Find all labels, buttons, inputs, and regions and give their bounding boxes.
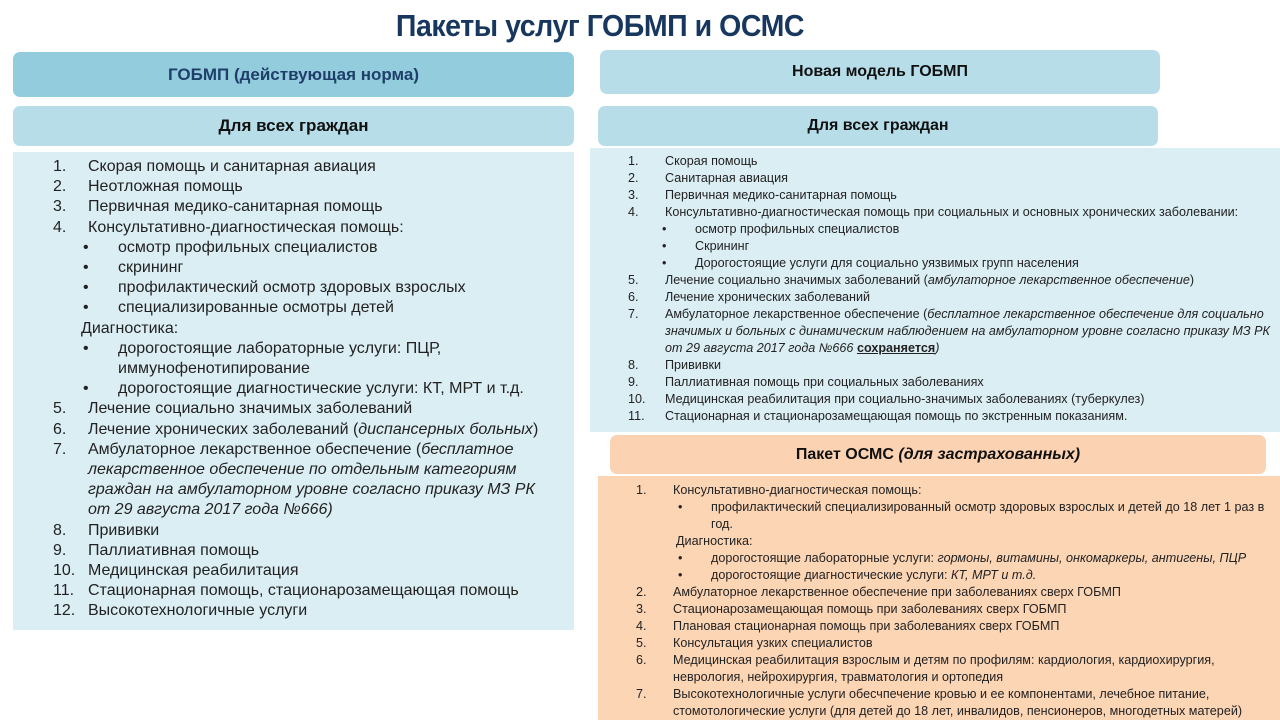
item-number: 3.	[628, 188, 639, 202]
item-text	[118, 238, 574, 258]
item-number: 4.	[628, 205, 639, 219]
list-subheading	[598, 533, 1280, 550]
item-note: бесплатное лекарственное обеспечение для социально значимых и больных с динамическим наблюдением на амбулаторном уровне согласно приказу МЗ РК от 29 августа 2017 года №666	[665, 307, 1270, 355]
item-text-part: Скрининг	[695, 239, 750, 253]
osms-list	[598, 476, 1280, 720]
item-text-part: Скорая помощь	[665, 154, 758, 168]
item-number: 1.	[628, 154, 639, 168]
item-number: 2.	[636, 585, 647, 599]
item-text-part: осмотр профильных специалистов	[118, 238, 378, 256]
bullet-item	[598, 567, 1280, 584]
item-text	[88, 541, 574, 561]
item-number: 3.	[53, 198, 67, 216]
list-subheading	[13, 319, 574, 339]
item-text	[88, 218, 574, 238]
item-note: КТ, МРТ и т.д.	[951, 568, 1037, 582]
list-item	[13, 521, 574, 541]
item-text-part: )	[532, 420, 539, 438]
list-item	[590, 391, 1280, 408]
item-text-part: Прививки	[665, 358, 722, 372]
gobmp-new-subheader: Для всех граждан	[598, 106, 1158, 146]
list-item	[13, 177, 574, 197]
item-text-part: Стационарная и стационарозамещающая помощь по экстренным показаниям.	[665, 409, 1128, 423]
item-text-part: Амбулаторное лекарственное обеспечение (	[665, 307, 928, 321]
list-item	[590, 306, 1280, 357]
bullet-marker: •	[83, 380, 89, 398]
item-text-part: дорогостоящие диагностические услуги: КТ, МРТ и т.д.	[118, 380, 524, 398]
item-text	[665, 153, 1280, 170]
item-number: 7.	[628, 307, 639, 321]
item-note: амбулаторное лекарственное обеспечение	[927, 273, 1190, 287]
item-text-part: Скорая помощь и санитарная авиация	[88, 158, 376, 175]
item-text	[711, 550, 1280, 567]
list-item	[590, 408, 1280, 425]
item-number: 9.	[53, 541, 67, 559]
item-number: 3.	[636, 602, 647, 616]
osms-header-note: (для застрахованных)	[898, 445, 1081, 463]
item-text-part: Паллиативная помощь	[88, 541, 260, 559]
item-text	[118, 258, 574, 278]
item-text	[665, 289, 1280, 306]
list-item	[590, 272, 1280, 289]
list-item	[13, 440, 574, 521]
item-number: 6.	[636, 653, 647, 667]
bullet-marker: •	[662, 256, 667, 270]
item-text-part: Лечение социально значимых заболеваний (	[665, 273, 928, 287]
item-text	[673, 584, 1280, 601]
item-text	[88, 420, 574, 440]
item-text	[88, 521, 574, 541]
item-text-part: Паллиативная помощь при социальных заболеваниях	[665, 375, 984, 389]
list-item	[590, 374, 1280, 391]
item-text-part: Консультативно-диагностическая помощь:	[88, 218, 404, 236]
item-number: 5.	[636, 636, 647, 650]
bullet-item	[13, 339, 574, 379]
item-text	[88, 581, 574, 601]
bullet-item	[598, 499, 1280, 533]
osms-header	[610, 435, 1266, 474]
gobmp-new-list	[590, 148, 1280, 432]
item-note: диспансерных больных	[358, 420, 533, 438]
item-number: 6.	[53, 420, 67, 438]
bullet-marker: •	[83, 299, 89, 317]
item-text-part: осмотр профильных специалистов	[695, 222, 900, 236]
item-number: 5.	[628, 273, 639, 287]
item-text	[695, 255, 1280, 272]
bullet-marker: •	[662, 239, 667, 253]
item-text-part: Первичная медико-санитарная помощь	[665, 188, 897, 202]
item-text	[88, 561, 574, 581]
item-number: 1.	[636, 483, 647, 497]
list-item	[598, 618, 1280, 635]
item-text-part: Высокотехнологичные услуги	[88, 602, 308, 620]
item-number: 6.	[628, 290, 639, 304]
bullet-item	[590, 221, 1280, 238]
item-text	[673, 618, 1280, 635]
list-item	[13, 157, 574, 177]
item-number: 5.	[53, 400, 67, 418]
gobmp-new-header: Новая модель ГОБМП	[600, 50, 1160, 94]
item-text-part: Консультация узких специалистов	[673, 636, 873, 650]
bullet-item	[590, 255, 1280, 272]
item-text-part: Амбулаторное лекарственное обеспечение при заболеваниях сверх ГОБМП	[673, 585, 1121, 599]
item-text	[673, 686, 1280, 720]
item-text	[665, 272, 1280, 289]
bullet-item	[598, 550, 1280, 567]
item-text-part: Медицинская реабилитация при социально-значимых заболеваниях (туберкулез)	[665, 392, 1145, 406]
item-text	[118, 278, 574, 298]
item-number: 2.	[628, 171, 639, 185]
item-text	[695, 221, 1280, 238]
item-text	[665, 187, 1280, 204]
list-item	[13, 601, 574, 621]
list-item	[13, 399, 574, 419]
item-text-part: Неотложная помощь	[88, 178, 243, 196]
item-text-part: Диагностика:	[81, 319, 179, 337]
gobmp-current-header: ГОБМП (действующая норма)	[13, 52, 574, 97]
bullet-item	[13, 379, 574, 399]
item-text-part: Медицинская реабилитация взрослым и детям по профилям: кардиология, кардиохирургия, неврология, нейрохирургия, травматология и ортопедия	[673, 653, 1215, 684]
list-item	[13, 218, 574, 238]
bullet-marker: •	[678, 568, 683, 582]
item-text-part: Лечение социально значимых заболеваний	[88, 400, 413, 418]
item-text	[118, 379, 574, 399]
item-text	[81, 319, 574, 339]
list-item	[13, 561, 574, 581]
list-item	[13, 581, 574, 601]
list-item	[590, 153, 1280, 170]
item-text-part: Прививки	[88, 521, 160, 539]
item-text-part: скрининг	[118, 259, 184, 277]
list-item	[13, 197, 574, 217]
item-text-part: Диагностика:	[676, 534, 753, 548]
item-text	[88, 177, 574, 197]
bullet-marker: •	[83, 279, 89, 297]
bullet-marker: •	[83, 259, 89, 277]
item-number: 10.	[628, 392, 646, 406]
item-text-part: Плановая стационарная помощь при заболеваниях сверх ГОБМП	[673, 619, 1060, 633]
bullet-marker: •	[662, 222, 667, 236]
item-note: гормоны, витамины, онкомаркеры, антигены, ПЦР	[937, 551, 1247, 565]
item-number: 11.	[628, 409, 645, 423]
page-title: Пакеты услуг ГОБМП и ОСМС	[395, 8, 805, 43]
item-number: 12.	[53, 602, 76, 620]
item-text-part: Санитарная авиация	[665, 171, 788, 185]
item-text-part: Консультативно-диагностическая помощь при социальных и основных хронических заболевании:	[665, 205, 1239, 219]
item-text	[673, 482, 1280, 499]
list-item	[598, 601, 1280, 618]
item-number: 7.	[53, 440, 67, 458]
item-emphasis: сохраняется	[856, 341, 936, 355]
item-text	[665, 374, 1280, 391]
osms-header-title: Пакет ОСМС	[795, 445, 894, 463]
item-text	[88, 157, 574, 177]
item-text-part: Медицинская реабилитация	[88, 562, 299, 580]
bullet-item	[590, 238, 1280, 255]
item-number: 8.	[628, 358, 639, 372]
item-text	[88, 440, 574, 521]
list-item	[598, 635, 1280, 652]
list-item	[590, 187, 1280, 204]
gobmp-current-subheader: Для всех граждан	[13, 106, 574, 146]
item-note: )	[935, 341, 940, 355]
item-number: 10.	[53, 562, 76, 580]
item-text	[665, 357, 1280, 374]
item-text	[118, 339, 574, 379]
item-text	[665, 204, 1280, 221]
item-text	[88, 197, 574, 217]
list-item	[590, 204, 1280, 221]
item-number: 4.	[636, 619, 647, 633]
list-item	[13, 420, 574, 440]
item-text	[711, 567, 1280, 584]
item-text-part: дорогостоящие лабораторные услуги:	[711, 551, 938, 565]
item-text-part: Высокотехнологичные услуги обесчпечение кровью и ее компонентами, лечебное питание, стомотологические услуги (для детей до 18 лет, инвалидов, пенсионеров, многодетных матерей)	[673, 687, 1243, 718]
item-text	[118, 298, 574, 318]
item-number: 1.	[53, 158, 67, 175]
item-text	[665, 391, 1280, 408]
list-item	[598, 584, 1280, 601]
item-number: 4.	[53, 218, 67, 236]
item-text-part: специализированные осмотры детей	[118, 299, 394, 317]
item-number: 2.	[53, 178, 67, 196]
list-item	[598, 652, 1280, 686]
item-text-part: дорогостоящие диагностические услуги:	[711, 568, 952, 582]
item-text	[88, 399, 574, 419]
item-text	[673, 601, 1280, 618]
item-text	[676, 533, 1280, 550]
item-text	[673, 635, 1280, 652]
bullet-marker: •	[678, 500, 683, 514]
item-text	[665, 170, 1280, 187]
bullet-marker: •	[678, 551, 683, 565]
item-text-part: Стационарозамещающая помощь при заболеваниях сверх ГОБМП	[673, 602, 1067, 616]
item-text-part: Лечение хронических заболеваний (	[88, 420, 359, 438]
item-text	[673, 652, 1280, 686]
bullet-marker: •	[83, 339, 89, 357]
bullet-item	[13, 298, 574, 318]
item-text-part: Стационарная помощь, стационарозамещающая помощь	[88, 582, 519, 600]
gobmp-current-list	[13, 152, 574, 630]
list-item	[13, 541, 574, 561]
item-number: 8.	[53, 521, 67, 539]
list-item	[590, 289, 1280, 306]
item-note: бесплатное лекарственное обеспечение по отдельным категориям граждан на амбулаторном уровне согласно приказу МЗ РК от 29 августа 2017 года №666)	[88, 440, 535, 519]
item-number	[13, 319, 81, 339]
list-item	[598, 686, 1280, 720]
bullet-item	[13, 238, 574, 258]
item-text-part: Лечение хронических заболеваний	[665, 290, 871, 304]
item-number: 11.	[53, 582, 75, 600]
item-text-part: профилактический осмотр здоровых взрослых	[118, 279, 466, 297]
item-text-part: Первичная медико-санитарная помощь	[88, 198, 383, 216]
item-text	[88, 601, 574, 621]
item-text-part: Амбулаторное лекарственное обеспечение (	[88, 440, 422, 458]
list-item	[590, 357, 1280, 374]
bullet-item	[13, 278, 574, 298]
item-text-part: Дорогостоящие услуги для социально уязвимых групп населения	[695, 256, 1079, 270]
item-text-part: )	[1189, 273, 1195, 287]
item-text	[711, 499, 1280, 533]
bullet-item	[13, 258, 574, 278]
list-item	[590, 170, 1280, 187]
item-text	[665, 306, 1280, 357]
item-text-part: профилактический специализированный осмотр здоровых взрослых и детей до 18 лет 1 раз в год.	[711, 500, 1265, 531]
list-item	[598, 482, 1280, 499]
bullet-marker: •	[83, 238, 89, 256]
item-text	[665, 408, 1280, 425]
item-number: 9.	[628, 375, 639, 389]
item-text	[695, 238, 1280, 255]
item-text-part: Консультативно-диагностическая помощь:	[673, 483, 922, 497]
item-text-part: дорогостоящие лабораторные услуги: ПЦР, иммунофенотипирование	[118, 339, 442, 378]
item-number	[598, 533, 676, 550]
item-number: 7.	[636, 687, 647, 701]
